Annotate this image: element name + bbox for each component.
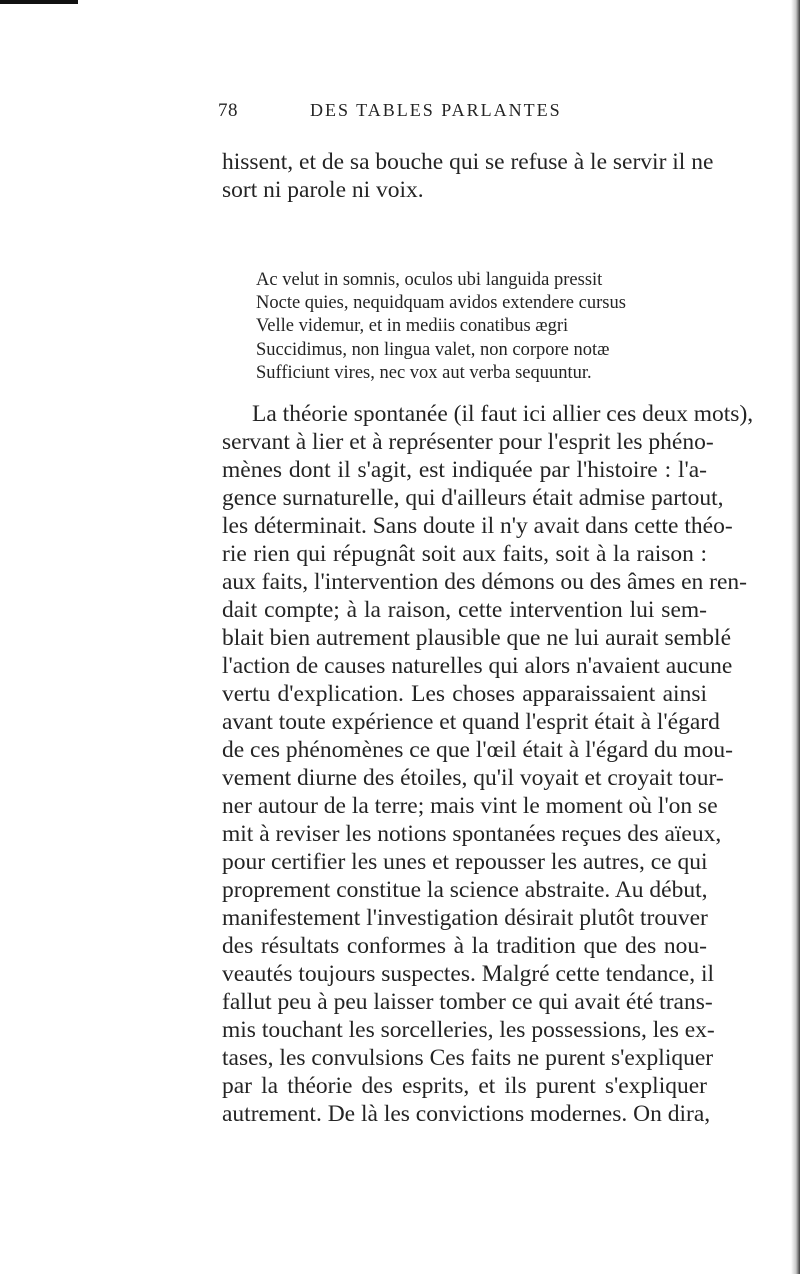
text-line: gence surnaturelle, qui d'ailleurs était admise partout, — [222, 485, 724, 511]
text-line: tases, les convulsions Ces faits ne purent s'expliquer — [222, 1045, 714, 1071]
text-line: La théorie spontanée (il faut ici allier ces deux mots), — [252, 401, 754, 427]
verse-line: Nocte quies, nequidquam avidos extendere cursus — [256, 293, 626, 314]
verse-line: Sufficiunt vires, nec vox aut verba sequuntur. — [256, 362, 592, 383]
text-line: autrement. De là les convictions modernes. On dira, — [222, 1101, 711, 1127]
running-title: DES TABLES PARLANTES — [310, 100, 562, 120]
text-line: l'action de causes naturelles qui alors n'avaient aucune — [222, 653, 733, 679]
running-head — [218, 100, 718, 126]
page-number: 78 — [218, 100, 238, 121]
text-line: veautés toujours suspectes. Malgré cette tendance, il — [222, 961, 715, 987]
verse-line: Ac velut in somnis, oculos ubi languida pressit — [256, 270, 603, 290]
text-line: mit à reviser les notions spontanées reçues des aïeux, — [222, 821, 722, 847]
verse-line: Velle videmur, et in mediis conatibus ægri — [256, 316, 569, 337]
page-edge-shadow — [791, 0, 800, 1274]
verse-line: Succidimus, non lingua valet, non corpore notæ — [256, 339, 610, 360]
text-line: proprement constitue la science abstraite. Au début, — [222, 877, 708, 903]
text-line: vement diurne des étoiles, qu'il voyait et croyait tour- — [222, 765, 724, 791]
text-line: hissent, et de sa bouche qui se refuse à le servir il ne — [222, 149, 714, 175]
text-line: des résultats conformes à la tradition que des nou- — [222, 933, 707, 959]
body-paragraph — [222, 400, 754, 1128]
text-line: avant toute expérience et quand l'esprit était à l'égard — [222, 709, 720, 735]
latin-verse-quotation — [256, 269, 696, 385]
text-line: pour certifier les unes et repousser les autres, ce qui — [222, 849, 708, 875]
text-line: blait bien autrement plausible que ne lui aurait semblé — [222, 625, 732, 651]
text-line: mis touchant les sorcelleries, les possessions, les ex- — [222, 1017, 715, 1043]
text-line: de ces phénomènes ce que l'œil était à l'égard du mou- — [222, 737, 733, 763]
text-line: sort ni parole ni voix. — [222, 177, 424, 203]
opening-paragraph — [222, 148, 714, 204]
top-border-mark — [0, 0, 78, 4]
text-line: aux faits, l'intervention des démons ou des âmes en ren- — [222, 569, 748, 595]
text-line: ner autour de la terre; mais vint le moment où l'on se — [222, 793, 718, 819]
text-line: mènes dont il s'agit, est indiquée par l'histoire : l'a- — [222, 457, 707, 483]
text-line: les déterminait. Sans doute il n'y avait dans cette théo- — [222, 513, 733, 539]
text-line: vertu d'explication. Les choses apparaissaient ainsi — [222, 681, 707, 707]
text-line: manifestement l'investigation désirait plutôt trouver — [222, 905, 708, 931]
text-line: servant à lier et à représenter pour l'esprit les phéno- — [222, 429, 714, 455]
text-line: par la théorie des esprits, et ils purent s'expliquer — [222, 1073, 707, 1099]
text-line: fallut peu à peu laisser tomber ce qui avait été trans- — [222, 989, 713, 1015]
text-line: dait compte; à la raison, cette intervention lui sem- — [222, 597, 707, 623]
text-line: rie rien qui répugnât soit aux faits, soit à la raison : — [222, 541, 707, 567]
